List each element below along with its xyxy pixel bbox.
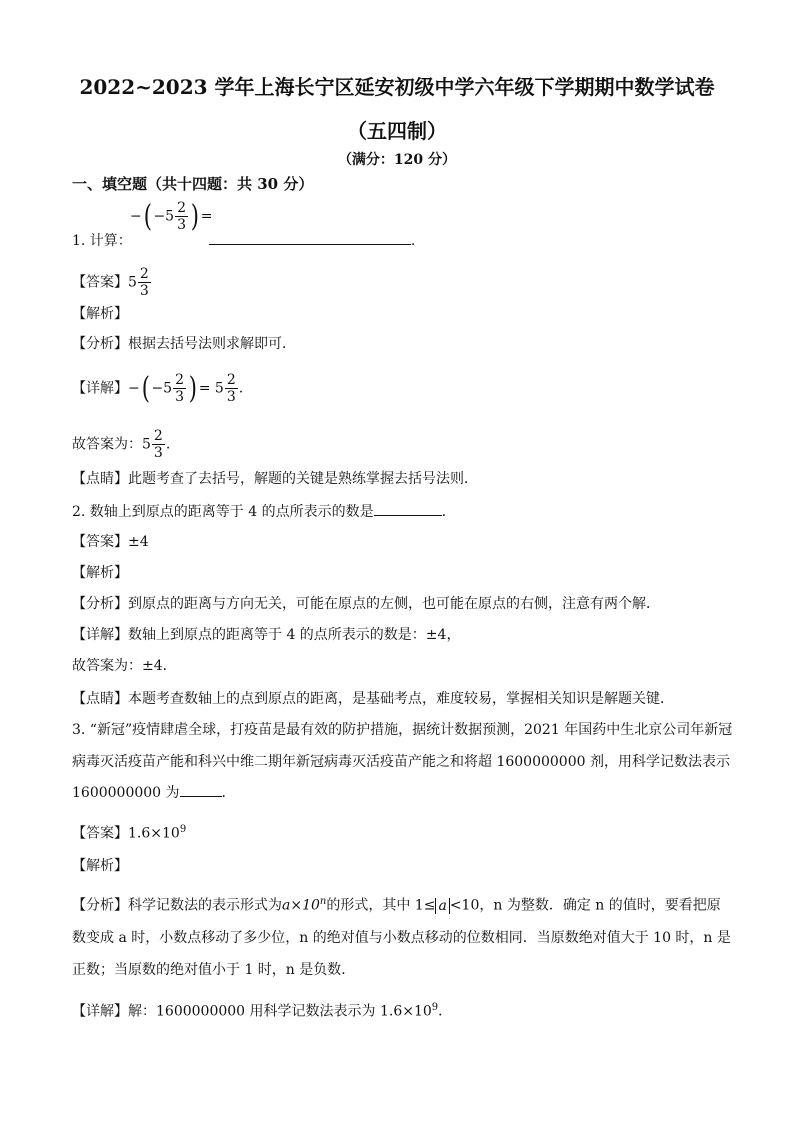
q3-fenxi-line1 xyxy=(72,892,721,916)
q1-minus: − xyxy=(130,208,142,225)
page-title: 2022~2023 学年上海长宁区延安初级中学六年级下学期期中数学试卷 xyxy=(79,75,715,99)
q1-answer-frac-den: 3 xyxy=(139,283,149,299)
q1-xj-right-paren: ) xyxy=(188,370,197,406)
q1-conclusion-whole: 5 xyxy=(142,436,151,453)
q1-xj-result-fraction xyxy=(225,372,238,405)
q1-equals: = xyxy=(200,208,213,225)
q1-fenxi-text: 根据去括号法则求解即可． xyxy=(128,336,296,352)
q3-fenxi-p1: 科学记数法的表示形式为 xyxy=(128,897,282,914)
q1-xiangjie-tag: 【详解】 xyxy=(72,380,128,397)
q3-line1: 3. “新冠”疫情肆虐全球，打疫苗是最有效的防护措施，据统计数据预测，2021 年国药中生北京公司年新冠 xyxy=(72,722,733,738)
q1-xj-res-den: 3 xyxy=(226,389,236,405)
q3-fenxi-p4: n 为整数．确定 n 的值时，要看把原 xyxy=(493,897,721,914)
q2-prompt: 2. 数轴上到原点的距离等于 4 的点所表示的数是 xyxy=(72,504,374,520)
q3-line3 xyxy=(72,782,236,803)
q3-xiangjie-line xyxy=(72,998,452,1022)
q1-period: . xyxy=(410,233,416,249)
q1-frac-num: 2 xyxy=(177,200,187,216)
q2-dianjing-line xyxy=(72,689,674,709)
q1-inner-minus: −5 xyxy=(153,208,175,225)
q1-xj-end: . xyxy=(238,380,244,397)
q2-answer: ±4 xyxy=(128,534,149,550)
q1-answer-line xyxy=(72,266,152,299)
section-heading: 一、填空题（共十四题：共 30 分） xyxy=(72,175,314,193)
q1-conclusion-end: . xyxy=(165,436,171,453)
q3-answer-base: 1.6×10 xyxy=(128,825,180,842)
q2-dianjing-text: 本题考查数轴上的点到原点的距离，是基础考点，难度较易，掌握相关知识是解题关键． xyxy=(128,691,674,707)
q1-dianjing-line xyxy=(72,469,478,489)
q1-fenxi-tag: 【分析】 xyxy=(72,336,128,352)
q1-xj-left-paren: ( xyxy=(141,370,150,406)
q3-answer-blank[interactable] xyxy=(180,782,222,797)
q2-jiexi: 【解析】 xyxy=(72,565,128,581)
q2-fenxi-tag: 【分析】 xyxy=(72,596,128,612)
q1-xj-minus: − xyxy=(128,380,140,397)
q3-fenxi-line3: 正数；当原数的绝对值小于 1 时，n 是负数． xyxy=(72,962,356,978)
full-score: （满分：120 分） xyxy=(337,152,457,168)
q2-answer-tag: 【答案】 xyxy=(72,534,128,550)
q3-xiangjie-text: 解：1600000000 用科学记数法表示为 1.6×10 xyxy=(128,1003,432,1020)
q1-prompt-line xyxy=(72,230,415,251)
q1-fenxi-line xyxy=(72,334,296,354)
q2-conclusion: 故答案为：±4． xyxy=(72,658,177,674)
q1-answer-whole: 5 xyxy=(128,274,137,291)
q1-answer-tag: 【答案】 xyxy=(72,274,128,291)
q2-fenxi-line xyxy=(72,594,660,614)
q1-frac-den: 3 xyxy=(177,217,187,233)
q1-conclusion-fraction xyxy=(152,428,165,461)
q2-xiangjie-line xyxy=(72,625,460,645)
q1-answer-blank[interactable] xyxy=(209,230,411,245)
q2-answer-line xyxy=(72,532,149,552)
q1-expression xyxy=(130,200,212,233)
q3-fenxi-form-exp: n xyxy=(319,896,327,907)
q3-fenxi-p2: 的形式，其中 1≤ xyxy=(326,897,436,914)
q2-xiangjie-text: 数轴上到原点的距离等于 4 的点所表示的数是：±4， xyxy=(128,627,461,643)
q1-dianjing-text: 此题考查了去括号，解题的关键是熟练掌握去括号法则． xyxy=(128,471,478,487)
q1-xj-fraction xyxy=(173,372,186,405)
q1-xj-frac-num: 2 xyxy=(175,372,185,388)
q3-answer-exp: 9 xyxy=(179,824,187,835)
q1-conc-den: 3 xyxy=(153,445,163,461)
q1-xiangjie-line xyxy=(72,372,243,405)
q1-conclusion-line xyxy=(72,428,170,461)
q3-line2: 病毒灭活疫苗产能和科兴中维二期年新冠病毒灭活疫苗产能之和将超 1600000000 剂，用科学记数法表示 xyxy=(72,754,730,770)
q3-line3-prefix: 1600000000 为 xyxy=(72,785,180,801)
q3-line3-end: ． xyxy=(221,785,236,801)
q3-answer-tag: 【答案】 xyxy=(72,825,128,842)
q3-answer-line xyxy=(72,820,186,844)
q1-jiexi: 【解析】 xyxy=(72,306,128,322)
q1-answer-fraction xyxy=(138,266,151,299)
q3-fenxi-line2: 数变成 a 时，小数点移动了多少位，n 的绝对值与小数点移动的位数相同．当原数绝对值大于 10 时，n 是 xyxy=(72,930,731,946)
q1-answer-frac-num: 2 xyxy=(139,266,149,282)
q2-fenxi-text: 到原点的距离与方向无关，可能在原点的左侧，也可能在原点的右侧，注意有两个解． xyxy=(128,596,660,612)
q1-fraction xyxy=(175,200,188,233)
q1-conc-num: 2 xyxy=(153,428,163,444)
q1-right-paren: ) xyxy=(190,198,199,234)
q3-fenxi-abs: a xyxy=(435,898,449,914)
q2-dianjing-tag: 【点睛】 xyxy=(72,691,128,707)
q2-xiangjie-tag: 【详解】 xyxy=(72,627,128,643)
q2-answer-blank[interactable] xyxy=(374,501,442,516)
q1-dianjing-tag: 【点睛】 xyxy=(72,471,128,487)
q3-xiangjie-tag: 【详解】 xyxy=(72,1003,128,1020)
q1-xj-frac-den: 3 xyxy=(175,389,185,405)
q1-conclusion-prefix: 故答案为： xyxy=(72,436,142,453)
q3-xiangjie-end: ． xyxy=(438,1003,453,1020)
q1-prompt: 1. 计算： xyxy=(72,233,132,249)
q1-xj-res-num: 2 xyxy=(226,372,236,388)
q1-xj-eq: = 5 xyxy=(198,380,224,397)
page-subtitle: （五四制） xyxy=(347,119,447,143)
q2-prompt-line xyxy=(72,501,446,522)
q1-left-paren: ( xyxy=(143,198,152,234)
q3-jiexi: 【解析】 xyxy=(72,858,128,874)
q3-fenxi-form: a×10 xyxy=(282,897,320,914)
q2-period: . xyxy=(441,504,447,520)
q3-fenxi-tag: 【分析】 xyxy=(72,897,128,914)
q3-fenxi-p3: <10， xyxy=(449,897,494,914)
q1-xj-inner-minus: −5 xyxy=(151,380,173,397)
q3-xiangjie-exp: 9 xyxy=(431,1002,439,1013)
